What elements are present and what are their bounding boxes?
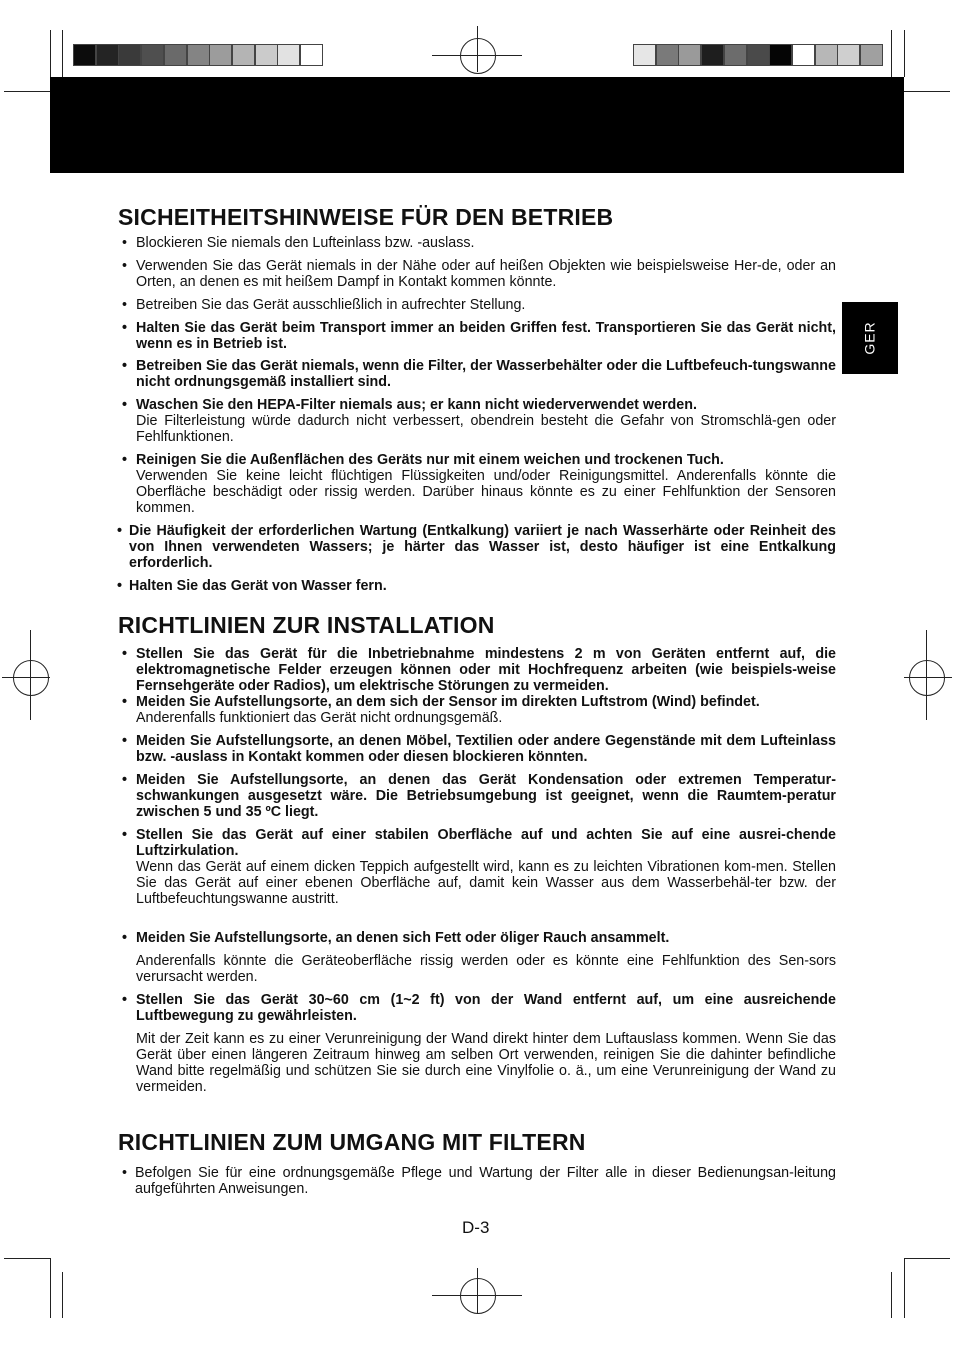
color-swatch bbox=[724, 44, 747, 66]
bullet: • bbox=[122, 358, 128, 374]
color-swatch bbox=[96, 44, 119, 66]
bullet: • bbox=[122, 258, 128, 274]
bullet: • bbox=[122, 1165, 128, 1181]
item-bold-text: Stellen Sie das Gerät für die Inbetriebnahme mindestens 2 m von Geräten entfernt auf, die elektromagnetische Felder erzeugen können oder mit Hochfrequenz arbeiten (wie beispiels-weise Fernsehgeräte oder Radios), um elektrische Störungen zu vermeiden. bbox=[136, 646, 836, 694]
bullet: • bbox=[122, 235, 128, 251]
list-item bbox=[122, 235, 836, 251]
list-item bbox=[122, 694, 836, 726]
bullet: • bbox=[122, 297, 128, 313]
color-swatch bbox=[792, 44, 815, 66]
list-item bbox=[122, 320, 836, 352]
color-swatch bbox=[815, 44, 838, 66]
item-text: Befolgen Sie für eine ordnungsgemäße Pflege und Wartung der Filter alle in dieser Bedienungsan-leitung aufgeführten Anweisungen. bbox=[135, 1165, 836, 1197]
list-item bbox=[122, 258, 836, 290]
item-text: Verwenden Sie das Gerät niemals in der Nähe oder auf heißen Objekten wie beispielsweise Her-de, oder an Orten, an denen es mit heißem Dampf in Kontakt kommen könnte. bbox=[136, 258, 836, 290]
list-item bbox=[122, 1165, 836, 1197]
color-swatch bbox=[300, 44, 323, 66]
item-text: Anderenfalls könnte die Geräteoberfläche rissig werden oder es könnte eine Fehlfunktion des Sen-sors verursacht werden. bbox=[136, 953, 836, 985]
color-swatch bbox=[141, 44, 164, 66]
list-item bbox=[122, 772, 836, 820]
bullet: • bbox=[122, 694, 128, 710]
item-bold-text: Stellen Sie das Gerät 30~60 cm (1~2 ft) von der Wand entfernt auf, um eine ausreichende Luftbewegung zu gewährleisten. bbox=[136, 992, 836, 1024]
item-text: Anderenfalls funktioniert das Gerät nicht ordnungsgemäß. bbox=[136, 710, 503, 726]
color-swatch bbox=[277, 44, 300, 66]
item-text: Die Filterleistung würde dadurch nicht verbessert, obendrein besteht die Gefahr von Stromschlä-gen oder Fehlfunktionen. bbox=[136, 413, 836, 445]
color-swatch bbox=[633, 44, 656, 66]
bullet: • bbox=[122, 772, 128, 788]
color-swatch bbox=[769, 44, 792, 66]
bullet: • bbox=[122, 992, 128, 1008]
list-item bbox=[122, 930, 836, 946]
item-text: Mit der Zeit kann es zu einer Verunreinigung der Wand direkt hinter dem Luftauslass kommen. Wenn Sie das Gerät über einen längeren Zeitraum hinweg am selben Ort verwenden, reinigen Sie die dahinter befindliche Wand bitte regelmäßig und schützen Sie sie durch eine Vinylfolie o. ä., um eine Verunreinigung der Wand zu vermeiden. bbox=[136, 1031, 836, 1095]
section-title-safety: SICHEITHEITSHINWEISE FÜR DEN BETRIEB bbox=[118, 204, 614, 230]
bullet: • bbox=[122, 320, 128, 336]
item-bold-text: Stellen Sie das Gerät auf einer stabilen Oberfläche auf und achten Sie auf eine ausrei-chende Luftzirkulation. bbox=[136, 827, 836, 859]
bullet: • bbox=[122, 452, 128, 468]
bullet: • bbox=[122, 397, 128, 413]
color-swatch bbox=[232, 44, 255, 66]
color-swatch bbox=[678, 44, 701, 66]
item-bold-text: Halten Sie das Gerät beim Transport immer an beiden Griffen fest. Transportieren Sie das Gerät nicht, wenn es in Betrieb ist. bbox=[136, 320, 836, 352]
bullet: • bbox=[122, 646, 128, 662]
color-swatch bbox=[209, 44, 232, 66]
item-bold-text: Reinigen Sie die Außenflächen des Geräts nur mit einem weichen und trockenen Tuch. bbox=[136, 452, 724, 468]
list-item bbox=[122, 397, 836, 445]
list-item bbox=[122, 646, 836, 694]
color-swatch bbox=[187, 44, 210, 66]
item-text: Verwenden Sie keine leicht flüchtigen Flüssigkeiten und/oder Reinigungsmittel. Anderenfalls könnte die Oberfläche beschädigt oder rissig werden. Darüber hinaus könnte es zu einer Fehlfunktion der Sensoren kommen. bbox=[136, 468, 836, 516]
color-swatch bbox=[701, 44, 724, 66]
item-bold-text: Meiden Sie Aufstellungsorte, an dem sich der Sensor im direkten Luftstrom (Wind) befindet. bbox=[136, 694, 760, 710]
item-text: Wenn das Gerät auf einem dicken Teppich aufgestellt wird, kann es zu leichten Vibrationen kom-men. Stellen Sie das Gerät auf einer ebenen Oberfläche auf, damit kein Wasser aus dem Wasserbehäl-ter bzw. der Luftbefeuchtungswanne austritt. bbox=[136, 859, 836, 907]
bullet: • bbox=[122, 827, 128, 843]
list-item bbox=[136, 953, 836, 985]
list-item bbox=[122, 297, 836, 313]
list-item bbox=[122, 827, 836, 907]
color-swatch bbox=[837, 44, 860, 66]
item-text: Betreiben Sie das Gerät ausschließlich in aufrechter Stellung. bbox=[136, 297, 526, 313]
item-bold-text: Die Häufigkeit der erforderlichen Wartung (Entkalkung) variiert je nach Wasserhärte oder Reinheit des von Ihnen verwendeten Wassers; je härter das Wasser ist, desto häufiger ist eine Entkalkung erforderlich. bbox=[129, 523, 836, 571]
list-item bbox=[136, 1031, 836, 1095]
language-tab bbox=[842, 302, 898, 374]
list-item bbox=[117, 523, 836, 571]
section-title-installation: RICHTLINIEN ZUR INSTALLATION bbox=[118, 612, 495, 638]
item-bold-text: Waschen Sie den HEPA-Filter niemals aus; er kann nicht wiederverwendet werden. bbox=[136, 397, 697, 413]
color-swatch bbox=[656, 44, 679, 66]
language-tab-label: GER bbox=[862, 321, 878, 355]
item-bold-text: Meiden Sie Aufstellungsorte, an denen Möbel, Textilien oder andere Gegenstände mit dem Lufteinlass bzw. -auslass in Kontakt kommen oder diesen blockieren könnten. bbox=[136, 733, 836, 765]
bullet: • bbox=[117, 523, 123, 539]
page-number: D-3 bbox=[462, 1218, 490, 1237]
item-bold-text: Betreiben Sie das Gerät niemals, wenn die Filter, der Wasserbehälter oder die Luftbefeuch-tungswanne nicht ordnungsgemäß installiert sind. bbox=[136, 358, 836, 390]
list-item bbox=[122, 452, 836, 516]
list-item bbox=[122, 733, 836, 765]
section-title-filters: RICHTLINIEN ZUM UMGANG MIT FILTERN bbox=[118, 1129, 586, 1155]
bullet: • bbox=[117, 578, 123, 594]
list-item bbox=[122, 992, 836, 1024]
item-bold-text: Meiden Sie Aufstellungsorte, an denen das Gerät Kondensation oder extremen Temperatur-schwankungen ausgesetzt wäre. Die Betriebsumgebung ist geeignet, wenn die Raumtem-peratur zwischen 5 und 35 ºC liegt. bbox=[136, 772, 836, 820]
bullet: • bbox=[122, 930, 128, 946]
item-bold-text: Meiden Sie Aufstellungsorte, an denen sich Fett oder öliger Rauch ansammelt. bbox=[136, 930, 670, 946]
list-item bbox=[122, 358, 836, 390]
item-bold-text: Halten Sie das Gerät von Wasser fern. bbox=[129, 578, 387, 594]
color-swatch bbox=[118, 44, 141, 66]
color-swatch bbox=[747, 44, 770, 66]
color-swatch bbox=[255, 44, 278, 66]
item-text: Blockieren Sie niemals den Lufteinlass bzw. -auslass. bbox=[136, 235, 475, 251]
color-swatch bbox=[73, 44, 96, 66]
color-swatch bbox=[164, 44, 187, 66]
color-swatch bbox=[860, 44, 883, 66]
list-item bbox=[117, 578, 836, 594]
header-bar bbox=[50, 77, 904, 173]
bullet: • bbox=[122, 733, 128, 749]
